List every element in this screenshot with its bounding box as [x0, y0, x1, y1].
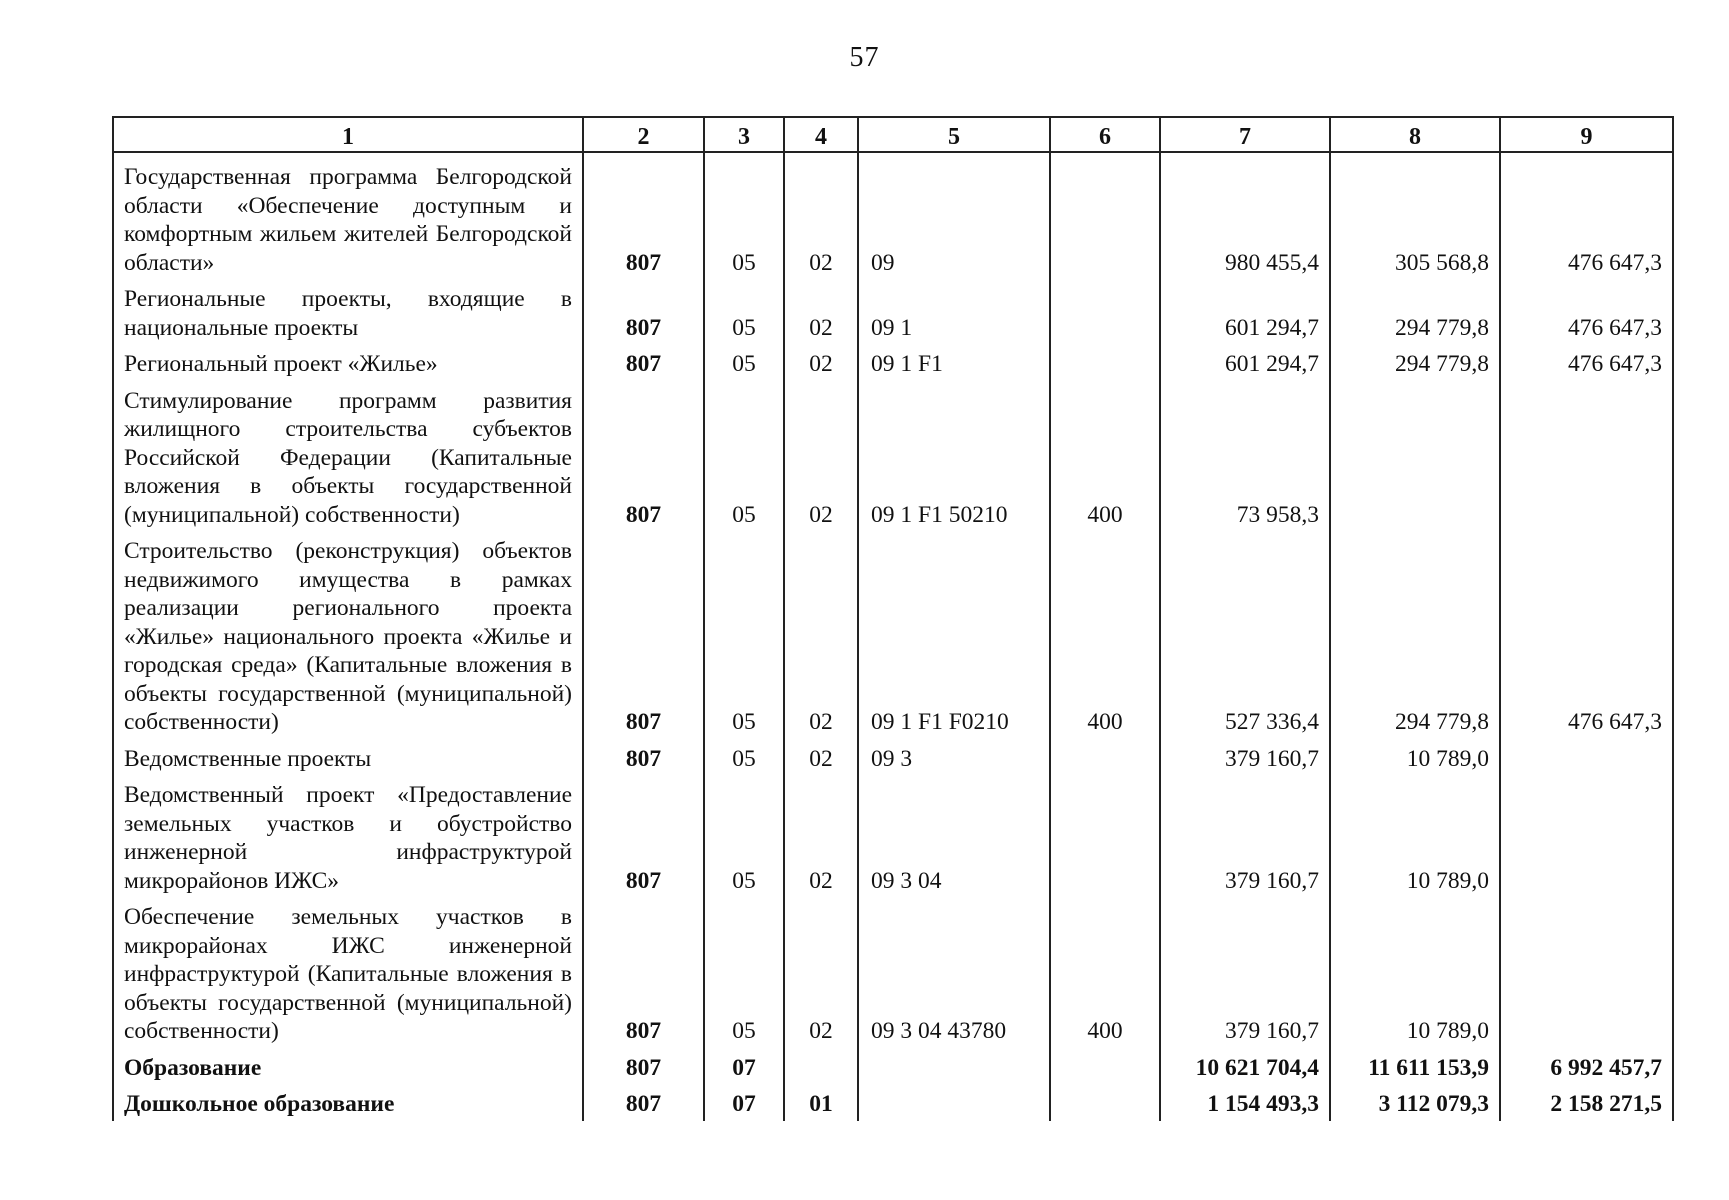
table-header-row: [113, 117, 1673, 152]
row-subsection-cell: 02: [784, 152, 858, 281]
row-amount-col9-cell: 476 647,3: [1500, 281, 1673, 346]
row-subsection-cell: 02: [784, 777, 858, 899]
row-amount-col8-cell: 3 112 079,3: [1330, 1086, 1500, 1121]
row-target-article-cell: [858, 1086, 1050, 1121]
row-target-article-cell: 09: [858, 152, 1050, 281]
row-expense-type-cell: [1050, 777, 1160, 899]
row-expense-type-cell: 400: [1050, 383, 1160, 534]
table-row: [113, 741, 1673, 778]
row-amount-col8-cell: 10 789,0: [1330, 741, 1500, 778]
row-amount-col9-cell: [1500, 741, 1673, 778]
row-amount-col8-cell: 10 789,0: [1330, 899, 1500, 1050]
row-section-cell: 07: [704, 1086, 784, 1121]
row-name-cell: Ведомственный проект «Предоставление земельных участков и обустройство инженерной инфраструктурой микрорайонов ИЖС»: [113, 777, 583, 899]
row-expense-type-cell: [1050, 281, 1160, 346]
row-expense-type-cell: 400: [1050, 533, 1160, 741]
row-target-article-cell: 09 1 F1 F0210: [858, 533, 1050, 741]
row-section-cell: 05: [704, 383, 784, 534]
row-subsection-cell: 02: [784, 346, 858, 383]
row-code-cell: 807: [583, 346, 704, 383]
row-amount-col7-cell: 10 621 704,4: [1160, 1050, 1330, 1087]
row-amount-col7-cell: 527 336,4: [1160, 533, 1330, 741]
column-header-8: 8: [1330, 117, 1500, 152]
row-amount-col7-cell: 379 160,7: [1160, 741, 1330, 778]
row-subsection-cell: 02: [784, 741, 858, 778]
row-amount-col7-cell: 1 154 493,3: [1160, 1086, 1330, 1121]
row-section-cell: 05: [704, 346, 784, 383]
row-amount-col9-cell: 476 647,3: [1500, 533, 1673, 741]
row-amount-col7-cell: 601 294,7: [1160, 346, 1330, 383]
row-expense-type-cell: [1050, 152, 1160, 281]
table-row: [113, 533, 1673, 741]
row-target-article-cell: 09 3: [858, 741, 1050, 778]
row-amount-col8-cell: 294 779,8: [1330, 346, 1500, 383]
table-row: [113, 281, 1673, 346]
row-code-cell: 807: [583, 1050, 704, 1087]
table-row: [113, 1086, 1673, 1121]
row-subsection-cell: 01: [784, 1086, 858, 1121]
table-row: [113, 777, 1673, 899]
row-section-cell: 05: [704, 741, 784, 778]
row-code-cell: 807: [583, 899, 704, 1050]
column-header-9: 9: [1500, 117, 1673, 152]
column-header-7: 7: [1160, 117, 1330, 152]
table-row: [113, 899, 1673, 1050]
column-header-6: 6: [1050, 117, 1160, 152]
row-target-article-cell: 09 3 04 43780: [858, 899, 1050, 1050]
row-amount-col8-cell: 294 779,8: [1330, 281, 1500, 346]
row-name-cell: Государственная программа Белгородской области «Обеспечение доступным и комфортным жильем жителей Белгородской области»: [113, 152, 583, 281]
column-header-5: 5: [858, 117, 1050, 152]
row-code-cell: 807: [583, 383, 704, 534]
row-amount-col9-cell: [1500, 777, 1673, 899]
row-amount-col9-cell: [1500, 899, 1673, 1050]
row-amount-col8-cell: [1330, 383, 1500, 534]
row-amount-col7-cell: 601 294,7: [1160, 281, 1330, 346]
row-expense-type-cell: [1050, 741, 1160, 778]
row-target-article-cell: 09 1: [858, 281, 1050, 346]
row-code-cell: 807: [583, 777, 704, 899]
row-amount-col9-cell: 476 647,3: [1500, 346, 1673, 383]
row-section-cell: 05: [704, 152, 784, 281]
row-subsection-cell: [784, 1050, 858, 1087]
row-expense-type-cell: [1050, 1050, 1160, 1087]
row-amount-col8-cell: 294 779,8: [1330, 533, 1500, 741]
row-section-cell: 05: [704, 777, 784, 899]
row-amount-col7-cell: 980 455,4: [1160, 152, 1330, 281]
row-amount-col9-cell: 476 647,3: [1500, 152, 1673, 281]
row-subsection-cell: 02: [784, 899, 858, 1050]
row-name-cell: Дошкольное образование: [113, 1086, 583, 1121]
row-code-cell: 807: [583, 741, 704, 778]
row-name-cell: Образование: [113, 1050, 583, 1087]
row-target-article-cell: 09 1 F1 50210: [858, 383, 1050, 534]
column-header-3: 3: [704, 117, 784, 152]
row-name-cell: Региональный проект «Жилье»: [113, 346, 583, 383]
row-amount-col8-cell: 10 789,0: [1330, 777, 1500, 899]
row-target-article-cell: 09 3 04: [858, 777, 1050, 899]
row-amount-col9-cell: 2 158 271,5: [1500, 1086, 1673, 1121]
row-name-cell: Региональные проекты, входящие в национальные проекты: [113, 281, 583, 346]
row-target-article-cell: [858, 1050, 1050, 1087]
row-amount-col9-cell: [1500, 383, 1673, 534]
row-section-cell: 05: [704, 533, 784, 741]
row-amount-col8-cell: 305 568,8: [1330, 152, 1500, 281]
row-expense-type-cell: 400: [1050, 899, 1160, 1050]
row-amount-col8-cell: 11 611 153,9: [1330, 1050, 1500, 1087]
row-amount-col7-cell: 73 958,3: [1160, 383, 1330, 534]
column-header-2: 2: [583, 117, 704, 152]
row-amount-col9-cell: 6 992 457,7: [1500, 1050, 1673, 1087]
row-code-cell: 807: [583, 281, 704, 346]
row-subsection-cell: 02: [784, 281, 858, 346]
table-row: [113, 1050, 1673, 1087]
row-name-cell: Стимулирование программ развития жилищного строительства субъектов Российской Федерации (Капитальные вложения в объекты государственной (муниципальной) собственности): [113, 383, 583, 534]
column-header-4: 4: [784, 117, 858, 152]
table-row: [113, 383, 1673, 534]
row-name-cell: Ведомственные проекты: [113, 741, 583, 778]
row-section-cell: 05: [704, 899, 784, 1050]
row-target-article-cell: 09 1 F1: [858, 346, 1050, 383]
row-section-cell: 07: [704, 1050, 784, 1087]
row-subsection-cell: 02: [784, 383, 858, 534]
row-code-cell: 807: [583, 1086, 704, 1121]
row-code-cell: 807: [583, 533, 704, 741]
row-amount-col7-cell: 379 160,7: [1160, 899, 1330, 1050]
table-body: [113, 152, 1673, 1121]
page-number: 57: [849, 42, 880, 73]
row-expense-type-cell: [1050, 346, 1160, 383]
row-section-cell: 05: [704, 281, 784, 346]
budget-table: [112, 116, 1674, 1121]
column-header-1: 1: [113, 117, 583, 152]
table-row: [113, 346, 1673, 383]
row-name-cell: Обеспечение земельных участков в микрорайонах ИЖС инженерной инфраструктурой (Капитальные вложения в объекты государственной (муниципальной) собственности): [113, 899, 583, 1050]
row-code-cell: 807: [583, 152, 704, 281]
table-row: [113, 152, 1673, 281]
row-expense-type-cell: [1050, 1086, 1160, 1121]
row-amount-col7-cell: 379 160,7: [1160, 777, 1330, 899]
row-subsection-cell: 02: [784, 533, 858, 741]
row-name-cell: Строительство (реконструкция) объектов недвижимого имущества в рамках реализации регионального проекта «Жилье» национального проекта «Жилье и городская среда» (Капитальные вложения в объекты государственной (муниципальной) собственности): [113, 533, 583, 741]
